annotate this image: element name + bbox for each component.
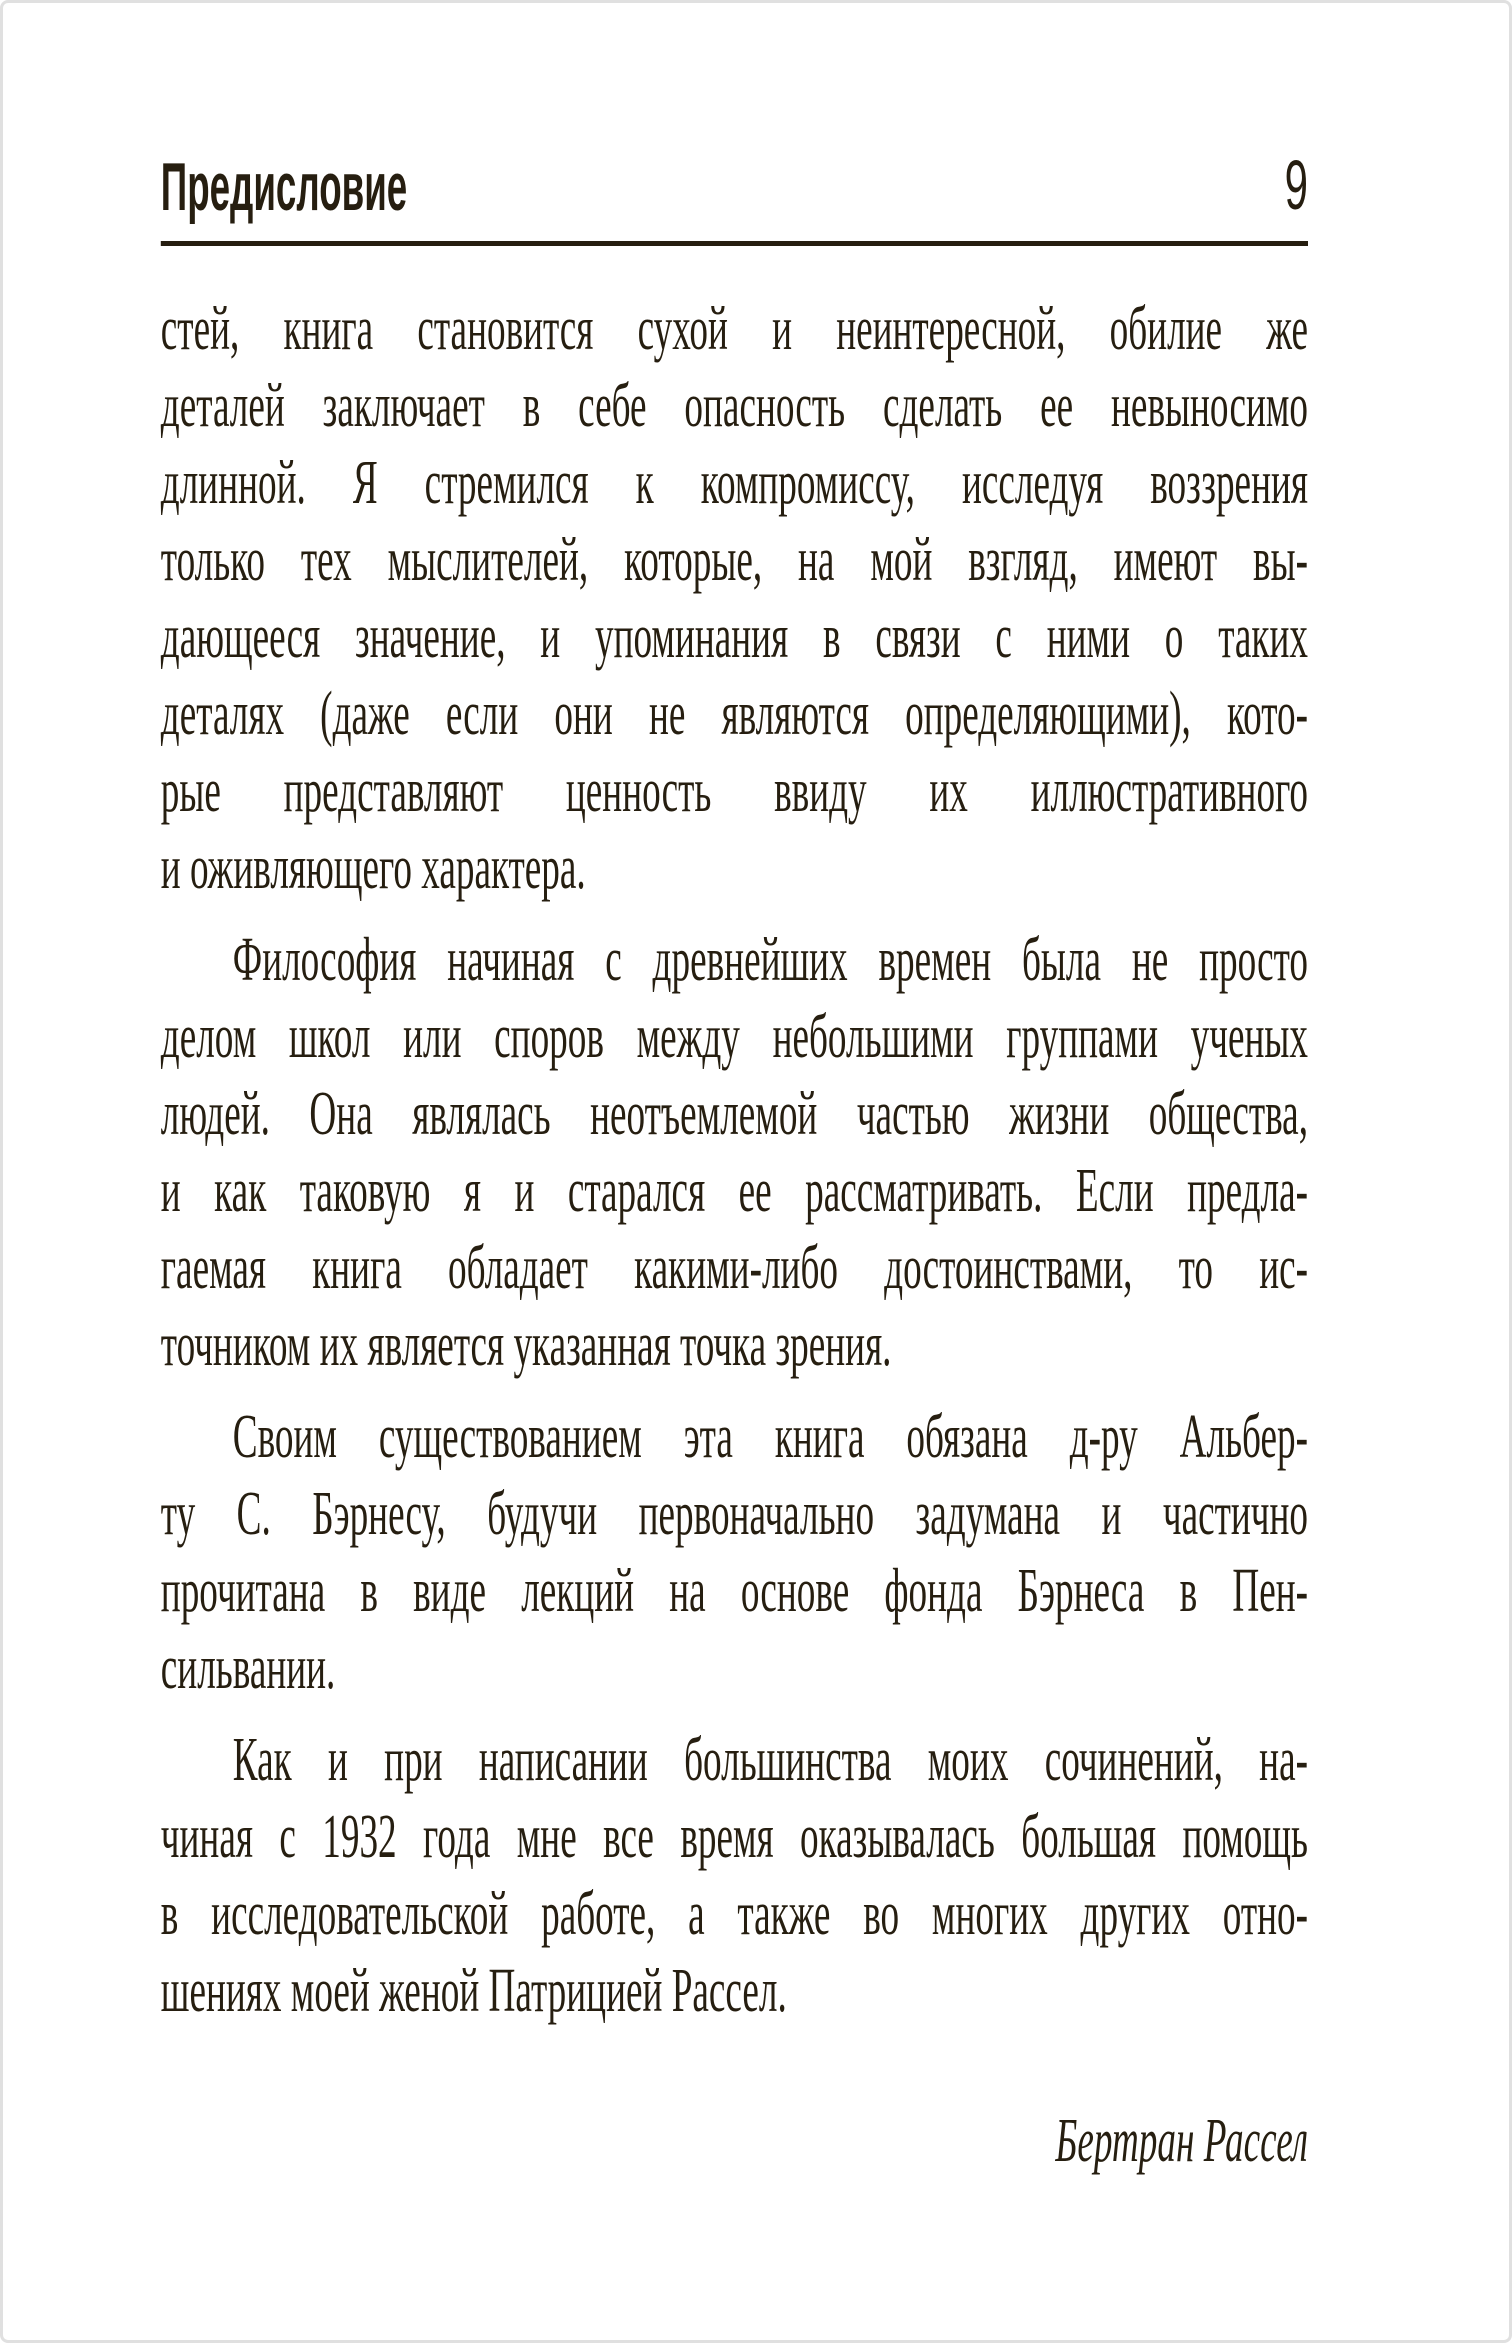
text-line: делом школ или споров между небольшими группами ученых: [160, 1003, 1308, 1071]
page-content: [3, 3, 1512, 2343]
paragraph: [161, 922, 1308, 1384]
text-line: чиная с 1932 года мне все время оказывалась большая помощь: [160, 1803, 1308, 1871]
header-rule: [161, 241, 1308, 246]
text-line: людей. Она являлась неотъемлемой частью жизни общества,: [160, 1080, 1308, 1148]
text-line: деталей заключает в себе опасность сделать ее невыносимо: [160, 372, 1308, 440]
text-line: и оживляющего характера.: [160, 834, 586, 902]
text-line: точником их является указанная точка зрения.: [160, 1311, 892, 1379]
text-line: прочитана в виде лекций на основе фонда Бэрнеса в Пен-: [160, 1557, 1308, 1625]
text-line: длинной. Я стремился к компромиссу, исследуя воззрения: [160, 449, 1308, 517]
text-line: рые представляют ценность ввиду их иллюстративного: [160, 757, 1308, 825]
text-line: гаемая книга обладает какими-либо достоинствами, то ис-: [160, 1234, 1308, 1302]
running-title: Предисловие: [160, 149, 408, 225]
paragraph: [161, 1722, 1308, 2030]
page-number: 9: [1284, 146, 1308, 224]
paragraph: [161, 1399, 1308, 1707]
text-line: и как таковую я и старался ее рассматривать. Если предла-: [160, 1157, 1308, 1225]
text-line: стей, книга становится сухой и неинтересной, обилие же: [160, 295, 1308, 363]
text-line: ту С. Бэрнесу, будучи первоначально задумана и частично: [160, 1480, 1308, 1548]
author-signature: Бертран Рассел: [1055, 2107, 1308, 2175]
text-line: сильвании.: [160, 1634, 336, 1702]
paragraph: [161, 291, 1308, 907]
text-line: Философия начиная с древнейших времен была не просто: [232, 926, 1308, 994]
text-line: в исследовательской работе, а также во многих других отно-: [160, 1880, 1308, 1948]
body-text: [161, 291, 1308, 2030]
text-line: шениях моей женой Патрицией Рассел.: [160, 1957, 787, 2025]
text-line: Как и при написании большинства моих сочинений, на-: [232, 1726, 1308, 1794]
text-line: деталях (даже если они не являются определяющими), кото-: [160, 680, 1308, 748]
text-line: Своим существованием эта книга обязана д-ру Альбер-: [232, 1403, 1308, 1471]
text-line: дающееся значение, и упоминания в связи с ними о таких: [160, 603, 1308, 671]
text-line: только тех мыслителей, которые, на мой взгляд, имеют вы-: [160, 526, 1308, 594]
